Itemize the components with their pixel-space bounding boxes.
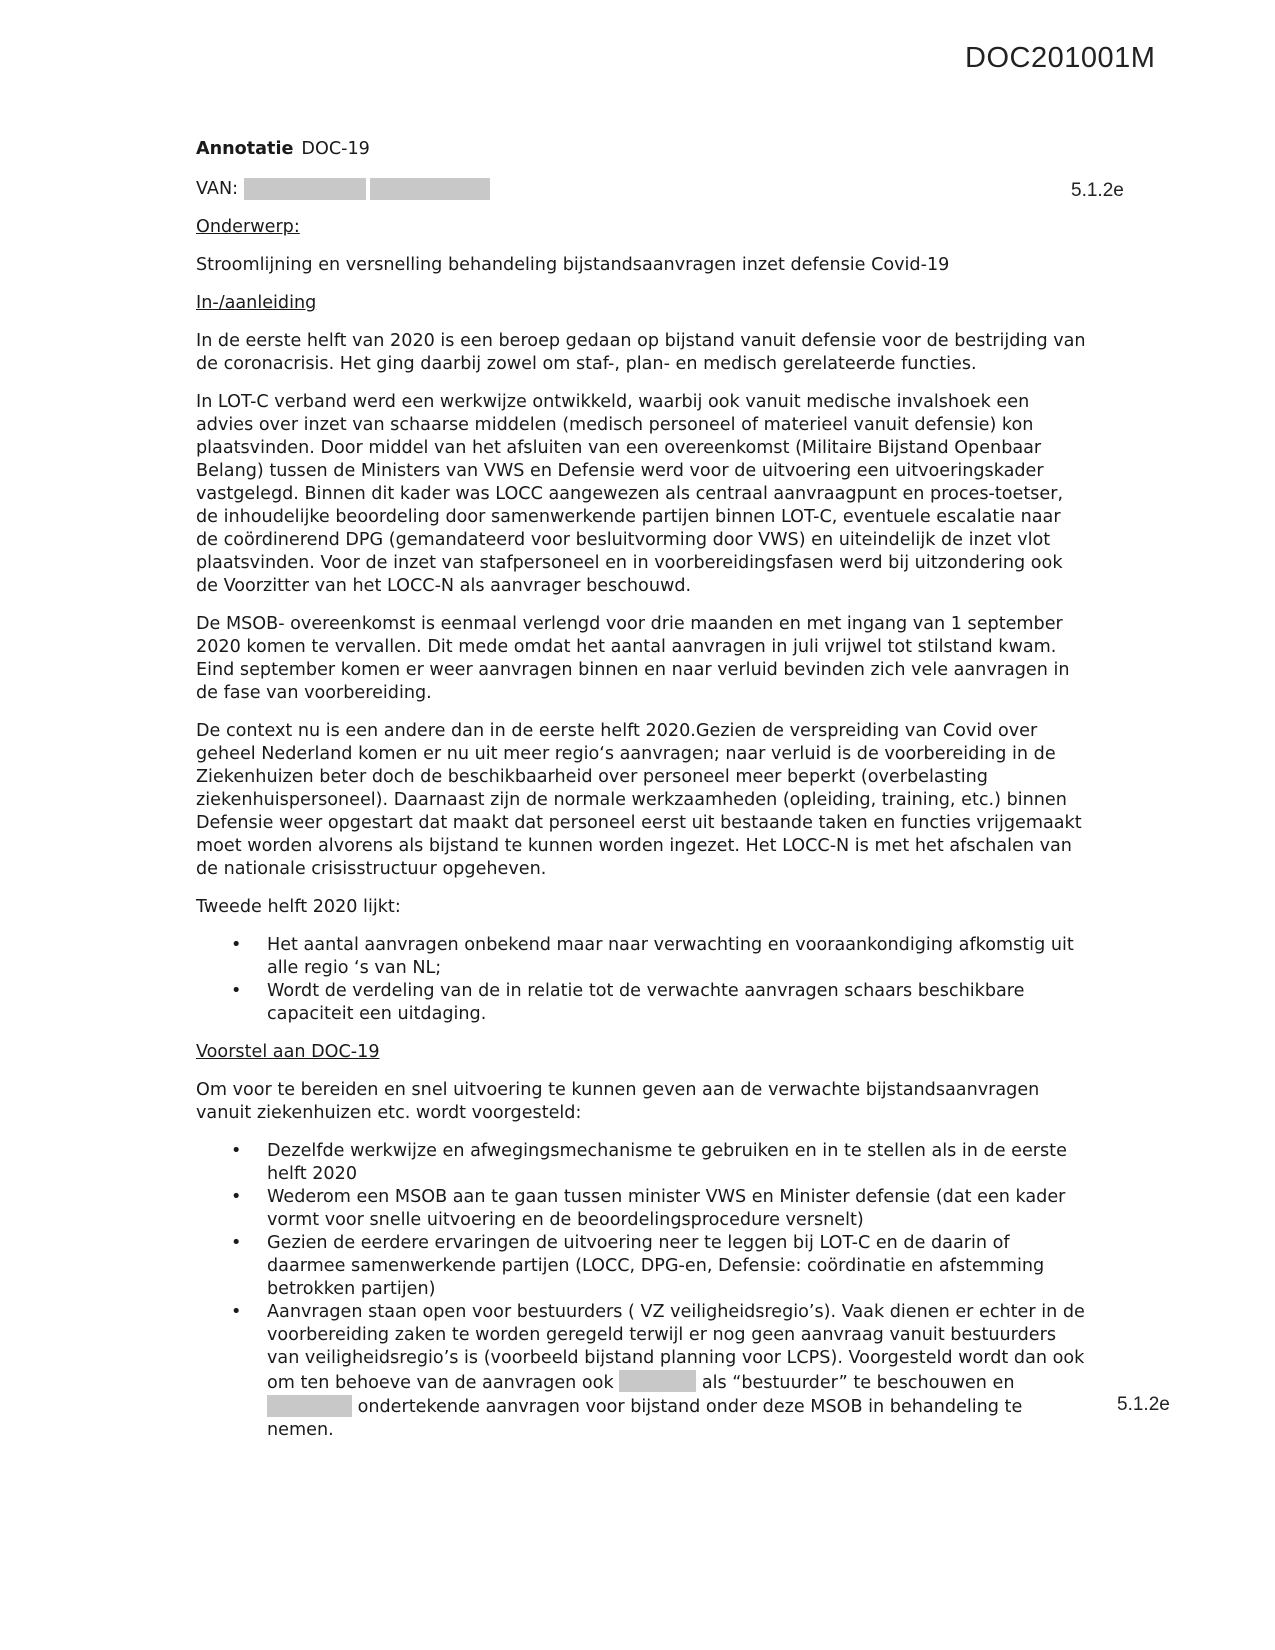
list-item bbox=[196, 980, 1086, 1026]
list-item bbox=[196, 934, 1086, 980]
intro-paragraph: De MSOB- overeenkomst is eenmaal verlengd voor drie maanden en met ingang van 1 september 2020 komen te vervallen. Dit mede omdat het aantal aanvragen in juli vrijwel tot stilstand kwam. Eind september komen er weer aanvragen binnen en naar verluid bevinden zich vele aanvragen in de fase van voorbereiding. bbox=[196, 614, 1070, 703]
list-item-text-part: Aanvragen staan open voor bestuurders ( VZ veiligheidsregio’s). Vaak dienen er echter in de voorbereiding zaken te worden geregeld terwijl er nog geen aanvraag vanuit bestuurders van veiligheidsregio’s is (voorbeeld bijstand planning voor LCPS). Voorgesteld wordt dan ook om ten behoeve van de aanvragen ook bbox=[267, 1302, 1085, 1393]
list-item-text: Wordt de verdeling van de in relatie tot de verwachte aanvragen schaars beschikbare capaciteit een uitdaging. bbox=[267, 981, 1025, 1024]
redacted-block bbox=[619, 1370, 696, 1392]
list-item-text: Het aantal aanvragen onbekend maar naar verwachting en vooraankondiging afkomstig uit alle regio ‘s van NL; bbox=[267, 935, 1074, 978]
redacted-block bbox=[370, 178, 490, 200]
subject-heading: Onderwerp: bbox=[196, 217, 300, 237]
intro-paragraph: De context nu is een andere dan in de eerste helft 2020.Gezien de verspreiding van Covid over geheel Nederland komen er nu uit meer regio‘s aanvragen; naar verluid is de voorbereiding in de Ziekenhuizen beter doch de beschikbaarheid over personeel meer beperkt (overbelasting ziekenhuispersoneel). Daarnaast zijn de normale werkzaamheden (opleiding, training, etc.) binnen Defensie weer opgestart dat maakt dat personeel eerst uit bestaande taken en functies vrijgemaakt moet worden alvorens als bijstand te kunnen worden ingezet. Het LOCC-N is met het afschalen van de nationale crisisstructuur opgeheven. bbox=[196, 721, 1082, 879]
list-item-text: Gezien de eerdere ervaringen de uitvoering neer te leggen bij LOT-C en de daarin of daarmee samenwerkende partijen (LOCC, DPG-en, Defensie: coördinatie en afstemming betrokken partijen) bbox=[267, 1233, 1045, 1299]
list-item-text-part: ondertekende aanvragen voor bijstand onder deze MSOB in behandeling te nemen. bbox=[267, 1397, 1023, 1440]
list-item bbox=[196, 1140, 1086, 1186]
proposal-heading: Voorstel aan DOC-19 bbox=[196, 1042, 380, 1062]
annotation-title bbox=[196, 138, 1086, 161]
bullet-icon: • bbox=[231, 935, 242, 955]
proposal-text: Om voor te bereiden en snel uitvoering te kunnen geven aan de verwachte bijstandsaanvragen vanuit ziekenhuizen etc. wordt voorgesteld: bbox=[196, 1080, 1040, 1123]
list-item-text: Dezelfde werkwijze en afwegingsmechanisme te gebruiken en in te stellen als in de eerste helft 2020 bbox=[267, 1141, 1067, 1184]
intro-paragraph: Tweede helft 2020 lijkt: bbox=[196, 897, 401, 917]
bullet-icon: • bbox=[231, 1141, 242, 1161]
list-item bbox=[196, 1301, 1086, 1442]
intro-bullet-list bbox=[196, 934, 1086, 1026]
bullet-icon: • bbox=[231, 981, 242, 1001]
list-item bbox=[196, 1232, 1086, 1301]
bullet-icon: • bbox=[231, 1302, 242, 1322]
from-label: VAN: bbox=[196, 179, 239, 199]
list-item bbox=[196, 1186, 1086, 1232]
intro-paragraph: In LOT-C verband werd een werkwijze ontwikkeld, waarbij ook vanuit medische invalshoek een advies over inzet van schaarse middelen (medisch personeel of materieel vanuit defensie) kon plaatsvinden. Door middel van het afsluiten van een overeenkomst (Militaire Bijstand Openbaar Belang) tussen de Ministers van VWS en Defensie werd voor de uitvoering een uitvoeringskader vastgelegd. Binnen dit kader was LOCC aangewezen als centraal aanvraagpunt en proces-toetser, de inhoudelijke beoordeling door samenwerkende partijen binnen LOT-C, eventuele escalatie naar de coördinerend DPG (gemandateerd voor besluitvorming door VWS) en uiteindelijk de inzet vlot plaatsvinden. Voor de inzet van stafpersoneel en in voorbereidingsfasen werd bij uitzondering ook de Voorzitter van het LOCC-N als aanvrager beschouwd. bbox=[196, 392, 1064, 596]
redacted-block bbox=[267, 1395, 352, 1417]
list-item-text: Wederom een MSOB aan te gaan tussen minister VWS en Minister defensie (dat een kader vormt voor snelle uitvoering en de beoordelingsprocedure versnelt) bbox=[267, 1187, 1066, 1230]
from-line bbox=[196, 178, 1086, 201]
bullet-icon: • bbox=[231, 1187, 242, 1207]
annotation-label: Annotatie bbox=[196, 139, 294, 159]
redaction-reference-bullet: 5.1.2e bbox=[1117, 1394, 1170, 1415]
redaction-reference-van: 5.1.2e bbox=[1071, 180, 1124, 201]
intro-heading: In-/aanleiding bbox=[196, 293, 317, 313]
bullet-icon: • bbox=[231, 1233, 242, 1253]
proposal-bullet-list bbox=[196, 1140, 1086, 1442]
intro-paragraph: In de eerste helft van 2020 is een beroep gedaan op bijstand vanuit defensie voor de bestrijding van de coronacrisis. Het ging daarbij zowel om staf-, plan- en medisch gerelateerde functies. bbox=[196, 331, 1086, 374]
annotation-code: DOC-19 bbox=[301, 139, 370, 159]
list-item-text-part: als “bestuurder” te beschouwen en bbox=[701, 1373, 1015, 1393]
document-code: DOC201001M bbox=[965, 42, 1156, 74]
document-body bbox=[196, 138, 1086, 1457]
redacted-block bbox=[244, 178, 366, 200]
subject-text: Stroomlijning en versnelling behandeling bijstandsaanvragen inzet defensie Covid-19 bbox=[196, 255, 950, 275]
